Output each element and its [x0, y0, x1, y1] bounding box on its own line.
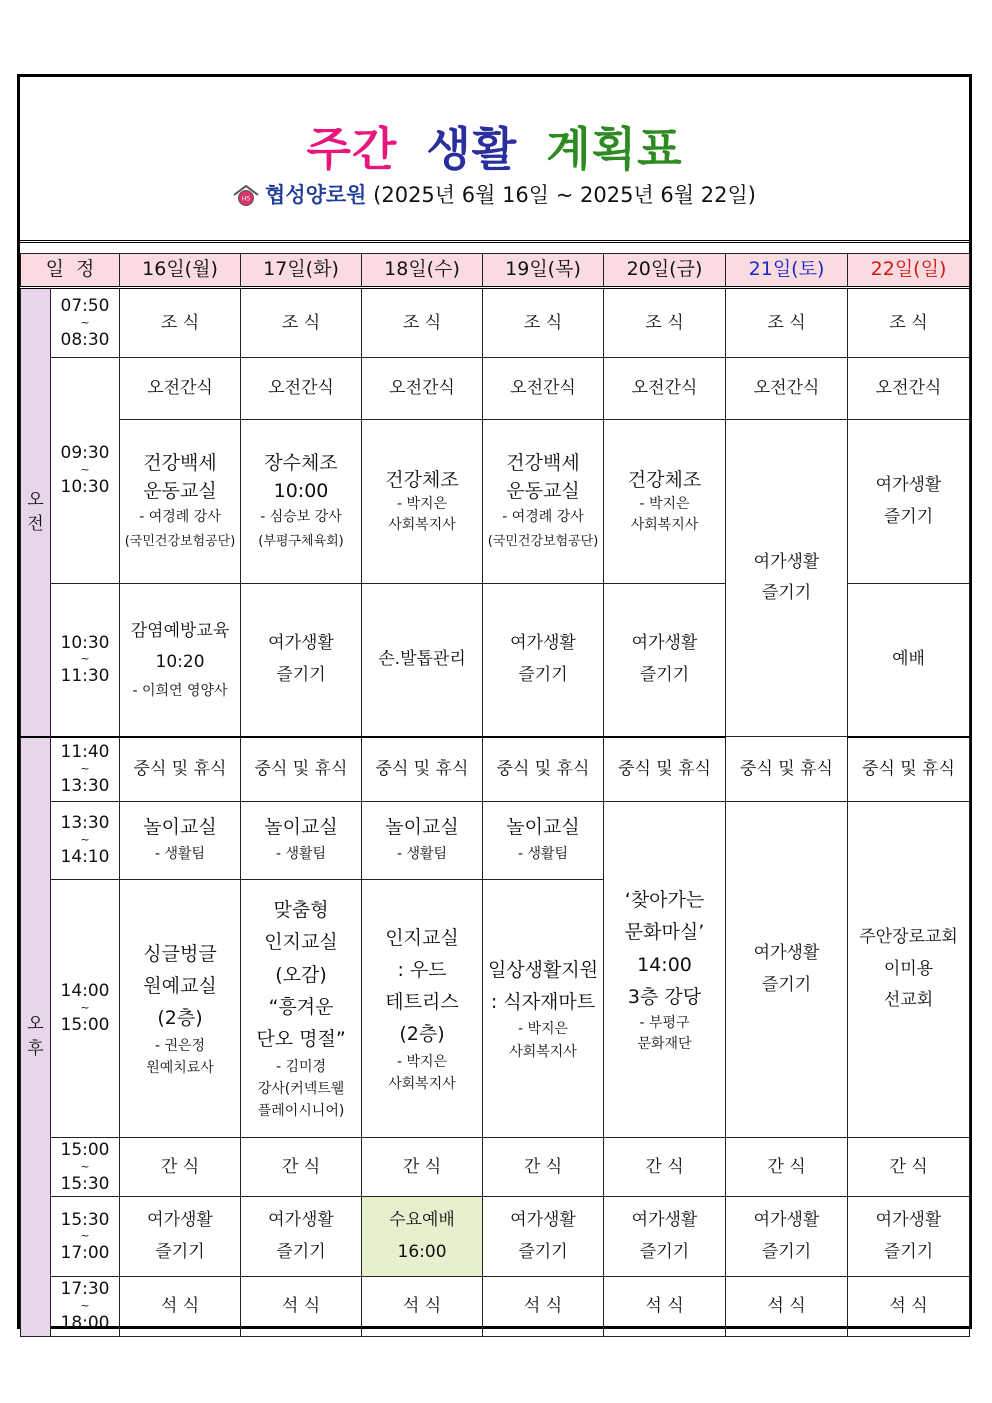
cell-tue-pm-snack: 간 식 [241, 1138, 362, 1197]
cell-fri-exercise: 건강체조 - 박지은 사회복지사 [604, 420, 726, 584]
cell-sun-leisure: 여가생활 즐기기 [848, 420, 970, 584]
row-breakfast [21, 288, 970, 358]
cell-mon-pm-snack: 간 식 [120, 1138, 241, 1197]
row-lunch [21, 737, 970, 802]
cell-sat-leisure-evening: 여가생활 즐기기 [726, 1197, 848, 1277]
cell-wed-nail-care: 손.발톱관리 [362, 584, 483, 737]
cell-sat-dinner: 석 식 [726, 1277, 848, 1336]
row-play-class [21, 802, 970, 880]
cell-fri-pm-snack: 간 식 [604, 1138, 726, 1197]
cell-mon-breakfast: 조 식 [120, 288, 241, 358]
cell-fri-dinner: 석 식 [604, 1277, 726, 1336]
cell-wed-wednesday-worship: 수요예배 16:00 [362, 1197, 483, 1277]
cell-thu-pm-snack: 간 식 [483, 1138, 604, 1197]
period-pm: 오 후 [21, 737, 51, 1337]
cell-sun-worship: 예배 [848, 584, 970, 737]
cell-mon-am-snack: 오전간식 [120, 358, 241, 420]
cell-thu-breakfast: 조 식 [483, 288, 604, 358]
day-header-sun: 22일(일) [848, 254, 970, 288]
cell-wed-play-class: 놀이교실 - 생활팀 [362, 802, 483, 880]
cell-tue-am-snack: 오전간식 [241, 358, 362, 420]
time-slot: 11:40 ~ 13:30 [51, 737, 120, 802]
cell-tue-dinner: 석 식 [241, 1277, 362, 1336]
time-slot: 17:30 ~ 18:00 [51, 1277, 120, 1336]
cell-tue-play-class: 놀이교실 - 생활팀 [241, 802, 362, 880]
title-word-plan: 계획표 [546, 122, 683, 176]
date-range: (2025년 6월 16일 ~ 2025년 6월 22일) [373, 183, 756, 207]
cell-sun-pm-snack: 간 식 [848, 1138, 970, 1197]
cell-sat-leisure: 여가생활 즐기기 [726, 420, 848, 737]
cell-thu-play-class: 놀이교실 - 생활팀 [483, 802, 604, 880]
cell-thu-leisure: 여가생활 즐기기 [483, 584, 604, 737]
cell-sun-breakfast: 조 식 [848, 288, 970, 358]
svg-text:HS: HS [241, 195, 251, 203]
cell-wed-cognitive-class: 인지교실 : 우드 테트리스 (2층) - 박지은 사회복지사 [362, 880, 483, 1138]
cell-sat-breakfast: 조 식 [726, 288, 848, 358]
time-slot: 14:00 ~ 15:00 [51, 880, 120, 1138]
cell-mon-lunch: 중식 및 휴식 [120, 737, 241, 802]
cell-mon-dinner: 석 식 [120, 1277, 241, 1336]
day-header-tue: 17일(화) [241, 254, 362, 288]
house-logo-icon [233, 185, 259, 207]
organization-name: 협성양로원 [265, 183, 367, 207]
row-evening-leisure [21, 1197, 970, 1277]
cell-fri-breakfast: 조 식 [604, 288, 726, 358]
subtitle [20, 179, 969, 209]
row-dinner [21, 1277, 970, 1336]
cell-thu-daily-support: 일상생활지원 : 식자재마트 - 박지은 사회복지사 [483, 880, 604, 1138]
cell-thu-am-snack: 오전간식 [483, 358, 604, 420]
cell-wed-exercise: 건강체조 - 박지은 사회복지사 [362, 420, 483, 584]
day-header-row [21, 254, 970, 288]
day-header-wed: 18일(수) [362, 254, 483, 288]
title-word-weekly: 주간 [306, 122, 398, 176]
cell-mon-leisure-evening: 여가생활 즐기기 [120, 1197, 241, 1277]
day-header-fri: 20일(금) [604, 254, 726, 288]
row-morning-program [21, 420, 970, 584]
time-slot: 07:50 ~ 08:30 [51, 288, 120, 358]
time-slot: 10:30 ~ 11:30 [51, 584, 120, 737]
cell-tue-cognitive-class: 맞춤형 인지교실 (오감) “흥겨운 단오 명절” - 김미경 강사(커넥트웰 플레이시니어) [241, 880, 362, 1138]
cell-fri-lunch: 중식 및 휴식 [604, 737, 726, 802]
row-pm-snack [21, 1138, 970, 1197]
cell-mon-gardening: 싱글벙글 원예교실 (2층) - 권은정 원예치료사 [120, 880, 241, 1138]
cell-sun-beauty-mission: 주안장로교회 이미용 선교회 [848, 802, 970, 1138]
cell-tue-breakfast: 조 식 [241, 288, 362, 358]
cell-tue-leisure: 여가생활 즐기기 [241, 584, 362, 737]
cell-wed-am-snack: 오전간식 [362, 358, 483, 420]
cell-sat-pm-snack: 간 식 [726, 1138, 848, 1197]
schedule-label: 일 정 [21, 254, 120, 288]
cell-tue-leisure-evening: 여가생활 즐기기 [241, 1197, 362, 1277]
cell-sun-lunch: 중식 및 휴식 [848, 737, 970, 802]
day-header-mon: 16일(월) [120, 254, 241, 288]
cell-thu-lunch: 중식 및 휴식 [483, 737, 604, 802]
time-slot: 13:30 ~ 14:10 [51, 802, 120, 880]
cell-wed-dinner: 석 식 [362, 1277, 483, 1336]
cell-sat-am-snack: 오전간식 [726, 358, 848, 420]
cell-mon-infection-education: 감염예방교육 10:20 - 이희연 영양사 [120, 584, 241, 737]
cell-tue-exercise: 장수체조 10:00 - 심승보 강사 (부평구체육회) [241, 420, 362, 584]
cell-sat-leisure-pm: 여가생활 즐기기 [726, 802, 848, 1138]
cell-sun-leisure-evening: 여가생활 즐기기 [848, 1197, 970, 1277]
time-slot: 09:30 ~ 10:30 [51, 358, 120, 584]
title-word-life: 생활 [426, 122, 518, 176]
period-am: 오 전 [21, 288, 51, 737]
cell-mon-play-class: 놀이교실 - 생활팀 [120, 802, 241, 880]
cell-sun-am-snack: 오전간식 [848, 358, 970, 420]
cell-fri-culture-program: ‘찾아가는 문화마실’ 14:00 3층 강당 - 부평구 문화재단 [604, 802, 726, 1138]
cell-fri-am-snack: 오전간식 [604, 358, 726, 420]
cell-wed-pm-snack: 간 식 [362, 1138, 483, 1197]
day-header-sat: 21일(토) [726, 254, 848, 288]
cell-thu-exercise: 건강백세 운동교실 - 여경례 강사 (국민건강보험공단) [483, 420, 604, 584]
cell-thu-leisure-evening: 여가생활 즐기기 [483, 1197, 604, 1277]
time-slot: 15:30 ~ 17:00 [51, 1197, 120, 1277]
page-title [20, 113, 969, 179]
schedule-table [20, 253, 970, 1337]
cell-mon-exercise: 건강백세 운동교실 - 여경례 강사 (국민건강보험공단) [120, 420, 241, 584]
cell-sat-lunch: 중식 및 휴식 [726, 737, 848, 802]
time-slot: 15:00 ~ 15:30 [51, 1138, 120, 1197]
cell-fri-leisure: 여가생활 즐기기 [604, 584, 726, 737]
document-header [20, 77, 969, 243]
cell-sun-dinner: 석 식 [848, 1277, 970, 1336]
cell-wed-lunch: 중식 및 휴식 [362, 737, 483, 802]
cell-thu-dinner: 석 식 [483, 1277, 604, 1336]
cell-wed-breakfast: 조 식 [362, 288, 483, 358]
cell-fri-leisure-evening: 여가생활 즐기기 [604, 1197, 726, 1277]
row-am-snack [21, 358, 970, 420]
cell-tue-lunch: 중식 및 휴식 [241, 737, 362, 802]
day-header-thu: 19일(목) [483, 254, 604, 288]
